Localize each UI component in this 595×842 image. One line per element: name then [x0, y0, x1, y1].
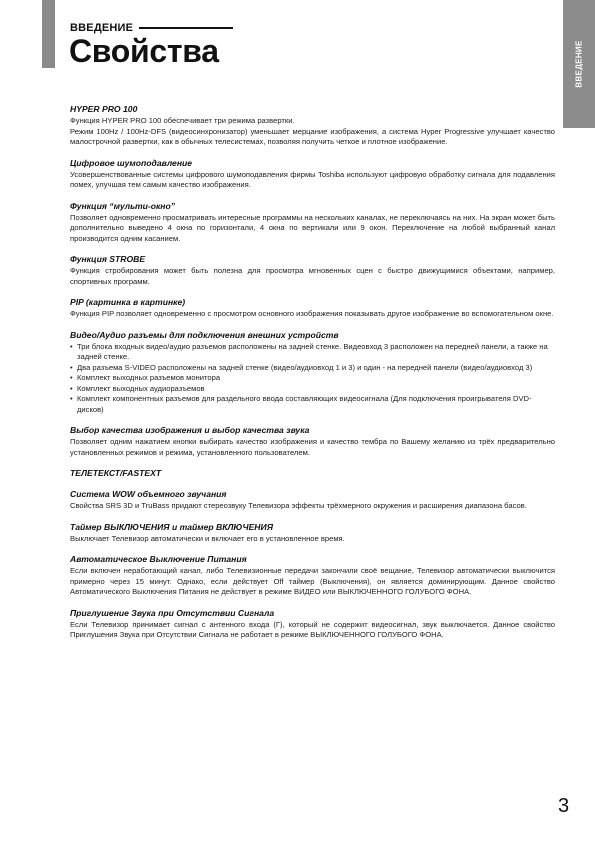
list-item	[70, 384, 555, 395]
feature-section	[70, 157, 555, 191]
feature-section	[70, 329, 555, 416]
feature-description: Усовершенствованные системы цифрового шумоподавления фирмы Toshiba используют цифровую обработку сигнала для подавления помех, улучшая тем самым качество изображения.	[70, 169, 555, 189]
list-item	[70, 342, 555, 363]
page-title: Свойства	[69, 33, 219, 69]
list-item	[70, 394, 555, 415]
feature-description: Позволяет одним нажатием кнопки выбирать качество изображения и качество тембра по Вашему желанию из трёх предварительно установленных режимов и режима, установленного пользователем.	[70, 437, 555, 457]
feature-description: Выключает Телевизор автоматически и включает его в установленное время.	[70, 533, 345, 543]
feature-heading: Функция “мульти-окно”	[70, 200, 176, 211]
feature-heading: PIP (картинка в картинке)	[70, 297, 186, 307]
feature-description: Функция PIP позволяет одновременно с просмотром основного изображения показывать другое изображение во вспомогательном окне.	[70, 309, 554, 318]
feature-heading: HYPER PRO 100	[70, 104, 138, 114]
list-item-text: Комплект выходных разъемов монитора	[77, 373, 221, 382]
feature-description: Если включен неработающий канал, либо Телевизионные передачи закончили своё вещание, Телевизор автоматически выключится примерно через 15 минут. Однако, если действует Off таймер (Выключения), он является доминирующим. Данное свойство Автоматического Выключения Питания не действует в режиме ВИДЕО или ВЫКЛЮЧЕННОГО ГОЛУБОГО ФОНА.	[70, 566, 555, 596]
feature-heading: Приглушение Звука при Отсутствии Сигнала	[70, 607, 275, 618]
list-item	[70, 373, 555, 384]
feature-description: Позволяет одновременно просматривать интересные программы на нескольких каналах, не переключаясь на них. На экран может быть дополнительно выведено 4 окна по горизонтали, 4 окна по вертикали или 9 окон. Переключение на любой выбранный канал производится одним касанием.	[70, 212, 555, 243]
feature-heading: Система WOW объемного звучания	[70, 489, 227, 499]
list-item	[70, 363, 555, 374]
feature-section	[70, 200, 555, 245]
feature-section	[70, 296, 555, 320]
section-label: ВВЕДЕНИЕ	[70, 22, 134, 34]
feature-description: Если Телевизор принимает сигнал с антенного входа (Г), который не содержит видеосигнал, звук выключается. Данное свойство Приглушения Звука при Отсутствии Сигнала не работает в режиме ВЫКЛЮЧЕННОГО ГОЛУБОГО ФОНА.	[70, 619, 555, 639]
feature-section	[70, 553, 555, 598]
side-section-tab	[563, 0, 595, 128]
feature-section	[70, 607, 555, 641]
bullet-icon: •	[70, 373, 73, 382]
list-item-text: Три блока входных видео/аудио разъемов расположены на задней стенке. Видеовход 3 расположен на передней панели, а также на задней стенке.	[77, 341, 548, 361]
bullet-icon: •	[70, 394, 73, 403]
feature-heading: Автоматическое Выключение Питания	[70, 554, 247, 564]
feature-heading: ТЕЛЕТЕКСТ/FASTEXT	[70, 468, 162, 478]
features-content	[70, 103, 555, 650]
bullet-icon: •	[70, 383, 73, 393]
feature-description: Режим 100Hz / 100Hz-DFS (видеосинхронизатор) уменьшает мерцание изображения, а система Hyper Progressive улучшает качество малострочной развертки, как в обычных телесистемах, позволяя получить четкое и плотное изображение.	[70, 126, 555, 146]
side-tab-label: ВВЕДЕНИЕ	[574, 40, 584, 88]
feature-heading: Видео/Аудио разъемы для подключения внешних устройств	[70, 329, 339, 340]
list-item-text: Комплект выходных аудиоразъемов	[77, 383, 205, 393]
feature-heading: Цифровое шумоподавление	[70, 157, 193, 168]
feature-section	[70, 467, 555, 479]
feature-section	[70, 103, 555, 148]
feature-description: Функция стробирования может быть полезна для просмотра мгновенных сцен с быстро движущимися объектами, например, спортивных программ.	[70, 266, 555, 286]
feature-bullet-list	[70, 342, 555, 416]
feature-heading: Функция STROBE	[70, 254, 146, 264]
bullet-icon: •	[70, 362, 73, 372]
feature-section	[70, 253, 555, 287]
feature-section	[70, 424, 555, 458]
feature-description: Функция HYPER PRO 100 обеспечивает три режима развертки.	[70, 116, 295, 125]
bullet-icon: •	[70, 341, 73, 351]
list-item-text: Два разъема S-VIDEO расположены на задней стенке (видео/аудиовход 1 и 3) и один - на передней панели (видео/аудиовход 3)	[77, 362, 533, 372]
page-number: 3	[558, 795, 570, 817]
header-accent-bar	[42, 0, 55, 68]
list-item-text: Комплект компонентных разъемов для раздельного ввода составляющих видеосигнала (Для подключения проигрывателя DVD-дисков)	[77, 394, 532, 414]
feature-section	[70, 521, 555, 545]
feature-heading: Выбор качества изображения и выбор качества звука	[70, 425, 310, 435]
feature-heading: Таймер ВЫКЛЮЧЕНИЯ и таймер ВКЛЮЧЕНИЯ	[70, 521, 273, 532]
section-label-rule	[139, 27, 233, 29]
feature-section	[70, 488, 555, 512]
feature-description: Свойства SRS 3D и TruBass придают стереозвуку Телевизора эффекты трёхмерного окружения и расширения диапазона басов.	[70, 501, 527, 510]
